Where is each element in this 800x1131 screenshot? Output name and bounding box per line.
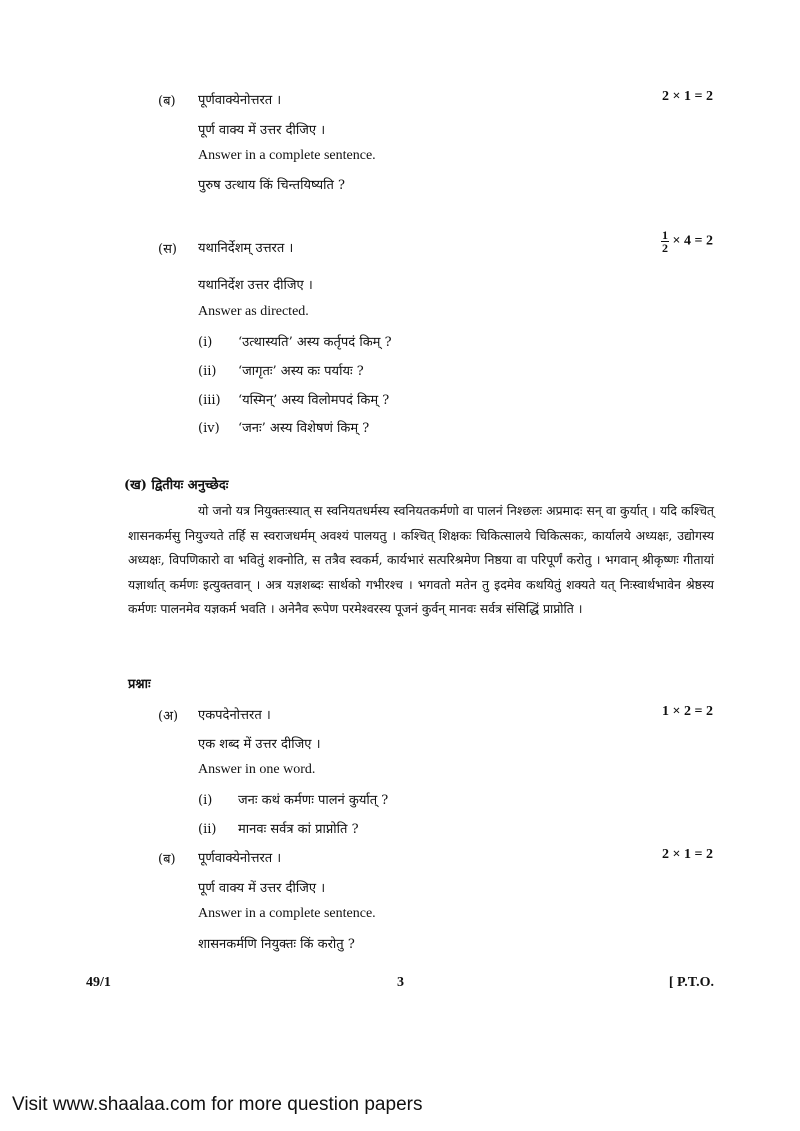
- sub-question: (ii) ‘जागृतः’ अस्य कः पर्यायः ?: [198, 364, 364, 379]
- sub-question: (iii) ‘यस्मिन्’ अस्य विलोमपदं किम् ?: [198, 393, 390, 408]
- question-label: (अ): [158, 709, 179, 724]
- pto-marker: [ P.T.O.: [668, 975, 714, 990]
- hindi-instruction: पूर्ण वाक्य में उत्तर दीजिए ।: [198, 881, 326, 896]
- marks: $\frac{1}{2}$ × 4 = 2: [662, 228, 713, 255]
- sub-question: (i) जनः कथं कर्मणः पालनं कुर्यात् ?: [198, 793, 389, 808]
- question-instruction: एकपदेनोत्तरत ।: [198, 708, 271, 723]
- english-instruction: Answer in one word.: [198, 762, 316, 777]
- marks-fraction: $\frac{1}{2}$: [662, 228, 669, 255]
- questions-heading: प्रश्नाः: [128, 677, 151, 692]
- passage: यो जनो यत्र नियुक्तःस्यात् स स्वनियतधर्मस्य स्वनियतकर्मणो वा पालनं निश्छलः अप्रमादः सन् वा कुर्यात् । यदि कश्चित् शासनकर्मसु नियुज्यते तर्हि स स्वराजधर्मम् अवश्यं पालयतु । कश्चित् शिक्षकः चिकित्सालये चिकित्सकः, कार्यालये अध्यक्षः, उद्योगस्य अध्यक्षः, विपणिकारो वा भवितुं शक्नोति, स तत्रैव स्वकर्म, कार्यभारं सत्परिश्रमेण निष्ठया वा परिपूर्णं करोतु । भगवान् श्रीकृष्णः गीतायां यज्ञार्थात् कर्मणः इत्युक्तवान् । अत्र यज्ञशब्दः सार्थको गभीरश्च । भगवतो मतेन तु इदमेव कथयितुं शक्यते यत् निःस्वार्थभावेन श्रेष्ठस्य कर्मणः पालनमेव यज्ञकर्म भवति । अनेनैव रूपेण परमेश्वरस्य पूजनं कुर्वन् मानवः सर्वत्र संसिद्धिं प्राप्नोति ।: [128, 503, 714, 617]
- sub-question: (iv) ‘जनः’ अस्य विशेषणं किम् ?: [198, 421, 370, 436]
- paper-code: 49/1: [86, 975, 111, 990]
- hindi-instruction: एक शब्द में उत्तर दीजिए ।: [198, 737, 321, 752]
- page-number: 3: [397, 975, 404, 990]
- question-label: (स): [158, 242, 177, 257]
- sub-question: (i) ‘उत्थास्यति’ अस्य कर्तृपदं किम् ?: [198, 335, 392, 350]
- question-text: शासनकर्मणि नियुक्तः किं करोतु ?: [198, 937, 355, 952]
- question-instruction: यथानिर्देशम् उत्तरत ।: [198, 241, 294, 256]
- marks: 2 × 1 = 2: [662, 847, 713, 862]
- english-instruction: Answer as directed.: [198, 304, 309, 319]
- question-label: (ब): [158, 852, 176, 867]
- english-instruction: Answer in a complete sentence.: [198, 906, 376, 921]
- hindi-instruction: पूर्ण वाक्य में उत्तर दीजिए ।: [198, 123, 326, 138]
- question-text: पुरुष उत्थाय किं चिन्तयिष्यति ?: [198, 178, 346, 193]
- sub-question: (ii) मानवः सर्वत्र कां प्राप्नोति ?: [198, 822, 359, 837]
- marks: 2 × 1 = 2: [662, 89, 713, 104]
- english-instruction: Answer in a complete sentence.: [198, 148, 376, 163]
- question-instruction: पूर्णवाक्येनोत्तरत ।: [198, 851, 282, 866]
- question-instruction: पूर्णवाक्येनोत्तरत ।: [198, 93, 282, 108]
- question-label: (ब): [158, 94, 176, 109]
- marks: 1 × 2 = 2: [662, 704, 713, 719]
- hindi-instruction: यथानिर्देश उत्तर दीजिए ।: [198, 278, 313, 293]
- section-heading: (ख) द्वितीयः अनुच्छेदः: [124, 478, 229, 493]
- promo-text: Visit www.shaalaa.com for more question papers: [12, 1094, 423, 1115]
